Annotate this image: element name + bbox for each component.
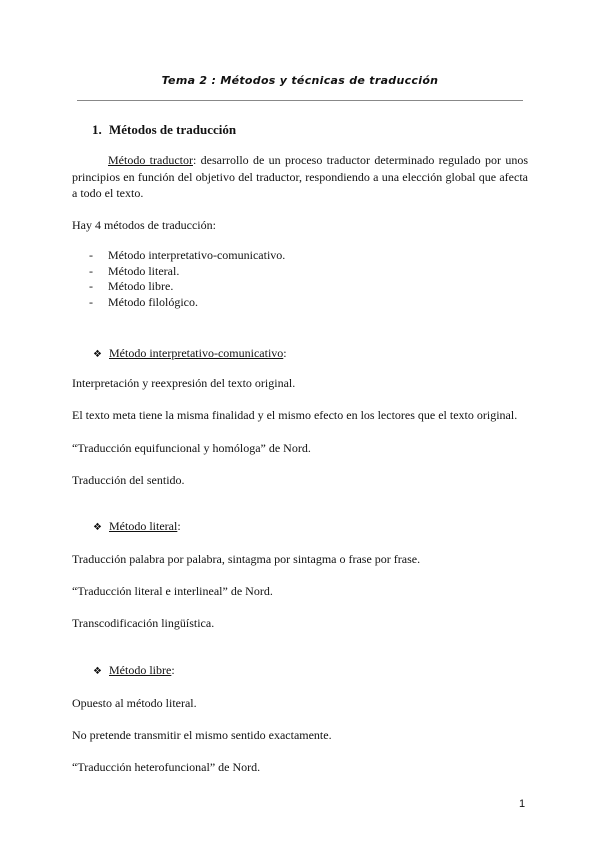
diamond-bullet-icon: ❖ bbox=[93, 666, 102, 677]
text-line: Transcodificación lingüística. bbox=[72, 616, 215, 630]
text-line: “Traducción equifuncional y homóloga” de Nord. bbox=[72, 441, 311, 455]
definition-paragraph bbox=[72, 152, 528, 202]
list-item: - Método filológico. bbox=[89, 294, 198, 309]
section-heading bbox=[92, 122, 236, 138]
intro-text: Hay 4 métodos de traducción: bbox=[72, 218, 216, 232]
diamond-bullet-icon: ❖ bbox=[93, 522, 102, 533]
definition-text: : desarrollo de un proceso traductor determinado regulado por unos principios en función del objetivo del traductor, respondiendo a una elección global que afecta a todo el texto. bbox=[72, 153, 528, 200]
list-item: - Método libre. bbox=[89, 279, 174, 293]
text-line: “Traducción heterofuncional” de Nord. bbox=[72, 760, 261, 774]
list-item: - Método interpretativo-comunicativo. bbox=[89, 248, 286, 262]
text-line: No pretende transmitir el mismo sentido exactamente. bbox=[72, 728, 332, 742]
diamond-bullet-icon: ❖ bbox=[93, 349, 102, 360]
section-title: Métodos de traducción bbox=[109, 122, 237, 137]
subheading-interpretativo: ❖ Método interpretativo-comunicativo: bbox=[93, 346, 287, 360]
definition-term: Método traductor bbox=[108, 153, 193, 167]
text-line: Traducción del sentido. bbox=[72, 473, 185, 487]
text-line: El texto meta tiene la misma finalidad y el mismo efecto en los lectores que el texto original. bbox=[72, 408, 518, 422]
section-number: 1. bbox=[92, 122, 102, 137]
page-title: Tema 2 : Métodos y técnicas de traducción bbox=[161, 74, 439, 87]
list-item: - Método literal. bbox=[89, 263, 180, 278]
page-number: 1 bbox=[519, 798, 526, 810]
title-divider bbox=[77, 100, 523, 101]
text-line: Opuesto al método literal. bbox=[72, 696, 197, 710]
methods-list bbox=[89, 248, 285, 310]
text-line: Interpretación y reexpresión del texto original. bbox=[72, 376, 296, 390]
text-line: Traducción palabra por palabra, sintagma por sintagma o frase por frase. bbox=[72, 552, 421, 566]
text-line: “Traducción literal e interlineal” de Nord. bbox=[72, 584, 273, 598]
subheading-libre: ❖ Método libre: bbox=[93, 663, 175, 677]
subheading-literal: ❖ Método literal: bbox=[93, 519, 181, 533]
